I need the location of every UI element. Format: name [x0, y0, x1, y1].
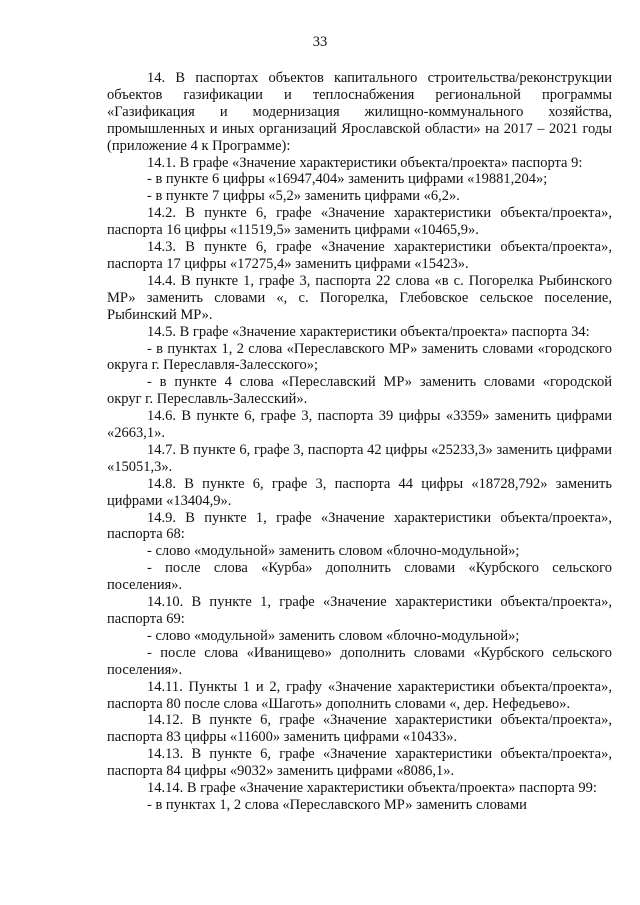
paragraph-14-7: 14.7. В пункте 6, графе 3, паспорта 42 цифры «25233,3» заменить цифрами «15051,3».: [107, 441, 612, 475]
list-item: - в пункте 7 цифры «5,2» заменить цифрами «6,2».: [147, 188, 460, 205]
list-item: - слово «модульной» заменить словом «блочно-модульной»;: [147, 627, 520, 644]
paragraph-14-12: 14.12. В пункте 6, графе «Значение характеристики объекта/проекта», паспорта 83 цифры «11600» заменить цифрами «10433».: [107, 712, 612, 746]
paragraph-14-13: 14.13. В пункте 6, графе «Значение характеристики объекта/проекта», паспорта 84 цифры «9032» заменить цифрами «8086,1».: [107, 746, 612, 780]
list-item: - в пунктах 1, 2 слова «Переславского МР» заменить словами «городского округа г. Переславля-Залесского»;: [107, 340, 612, 374]
paragraph-14-1: 14.1. В графе «Значение характеристики объекта/проекта» паспорта 9:: [147, 154, 583, 171]
list-item: - слово «модульной» заменить словом «блочно-модульной»;: [147, 543, 520, 560]
list-item: - в пункте 4 слова «Переславский МР» заменить словами «городской округ г. Переславль-Залесский».: [107, 374, 612, 408]
paragraph-14-14: 14.14. В графе «Значение характеристики объекта/проекта» паспорта 99:: [147, 780, 597, 797]
list-item: - после слова «Иванищево» дополнить словами «Курбского сельского поселения».: [107, 644, 612, 678]
paragraph-14-4: 14.4. В пункте 1, графе 3, паспорта 22 слова «в с. Погорелка Рыбинского МР» заменить словами «, с. Погорелка, Глебовское сельское поселение, Рыбинский МР».: [107, 272, 612, 323]
paragraph-14-9: 14.9. В пункте 1, графе «Значение характеристики объекта/проекта», паспорта 68:: [107, 509, 612, 543]
list-item: - после слова «Курба» дополнить словами «Курбского сельского поселения».: [107, 560, 612, 594]
paragraph-14-2: 14.2. В пункте 6, графе «Значение характеристики объекта/проекта», паспорта 16 цифры «11519,5» заменить цифрами «10465,9».: [107, 205, 612, 239]
paragraph-14-3: 14.3. В пункте 6, графе «Значение характеристики объекта/проекта», паспорта 17 цифры «17275,4» заменить цифрами «15423».: [107, 239, 612, 272]
paragraph-14-10: 14.10. В пункте 1, графе «Значение характеристики объекта/проекта», паспорта 69:: [107, 594, 612, 627]
document-body: [107, 70, 612, 814]
list-item: - в пункте 6 цифры «16947,404» заменить цифрами «19881,204»;: [147, 171, 548, 188]
page-number: 33: [312, 34, 328, 50]
paragraph-14-8: 14.8. В пункте 6, графе 3, паспорта 44 цифры «18728,792» заменить цифрами «13404,9».: [107, 475, 612, 509]
paragraph-14-6: 14.6. В пункте 6, графе 3, паспорта 39 цифры «3359» заменить цифрами «2663,1».: [107, 408, 612, 442]
paragraph-14: 14. В паспортах объектов капитального строительства/реконструкции объектов газификации и теплоснабжения региональной программы «Газификация и модернизация жилищно-коммунального хозяйства, промышленных и иных организаций Ярославской области» на 2017 – 2021 годы (приложение 4 к Программе):: [107, 70, 612, 154]
list-item: - в пунктах 1, 2 слова «Переславского МР» заменить словами: [147, 796, 527, 813]
paragraph-14-11: 14.11. Пункты 1 и 2, графу «Значение характеристики объекта/проекта», паспорта 80 после слова «Шаготь» дополнить словами «, дер. Нефедьево».: [107, 678, 612, 712]
paragraph-14-5: 14.5. В графе «Значение характеристики объекта/проекта» паспорта 34:: [147, 323, 590, 340]
